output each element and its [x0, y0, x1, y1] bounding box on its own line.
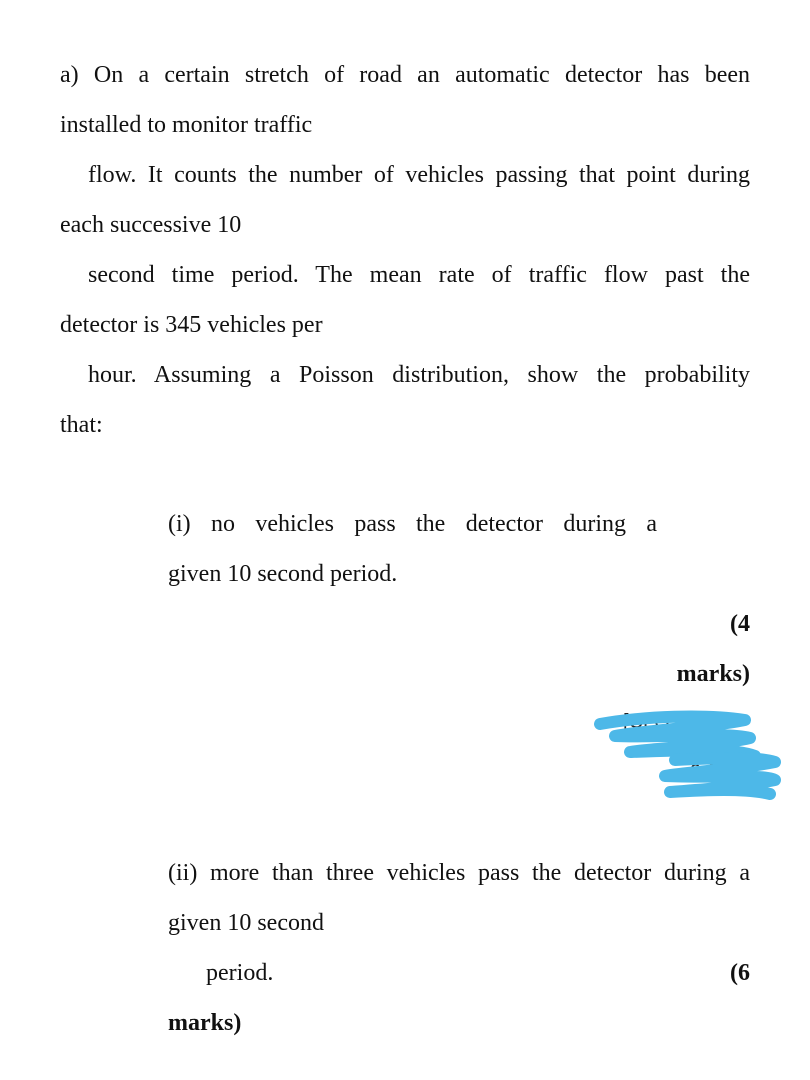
- part-i-line: (i) no vehicles pass the detector during a: [168, 511, 657, 537]
- marks-open: (4: [730, 611, 750, 637]
- part-ii-line: given 10 second: [168, 910, 324, 936]
- question-line: hour. Assuming a Poisson distribution, show the probability: [88, 362, 750, 388]
- svg-text:0.60: 0.60: [690, 761, 729, 783]
- question-line: that:: [60, 412, 103, 438]
- marks-close: marks): [168, 1010, 242, 1036]
- question-line: second time period. The mean rate of traffic flow past the: [88, 262, 750, 288]
- question-line: detector is 345 vehicles per: [60, 312, 323, 338]
- marks-open: (6: [730, 960, 750, 986]
- svg-text:[CLO3:P3.0: [CLO3:P3.0: [623, 711, 728, 733]
- question-line: each successive 10: [60, 212, 242, 238]
- question-line: installed to monitor traffic: [60, 112, 313, 138]
- question-line: a) On a certain stretch of road an automatic detector has been: [60, 62, 750, 88]
- question-line: flow. It counts the number of vehicles passing that point during: [88, 162, 750, 188]
- redaction-scribble: [585, 700, 795, 810]
- part-ii-line: period.: [206, 960, 274, 986]
- part-i-line: given 10 second period.: [168, 561, 398, 587]
- marks-close: marks): [676, 661, 750, 687]
- part-ii-line: (ii) more than three vehicles pass the detector during a: [168, 860, 750, 886]
